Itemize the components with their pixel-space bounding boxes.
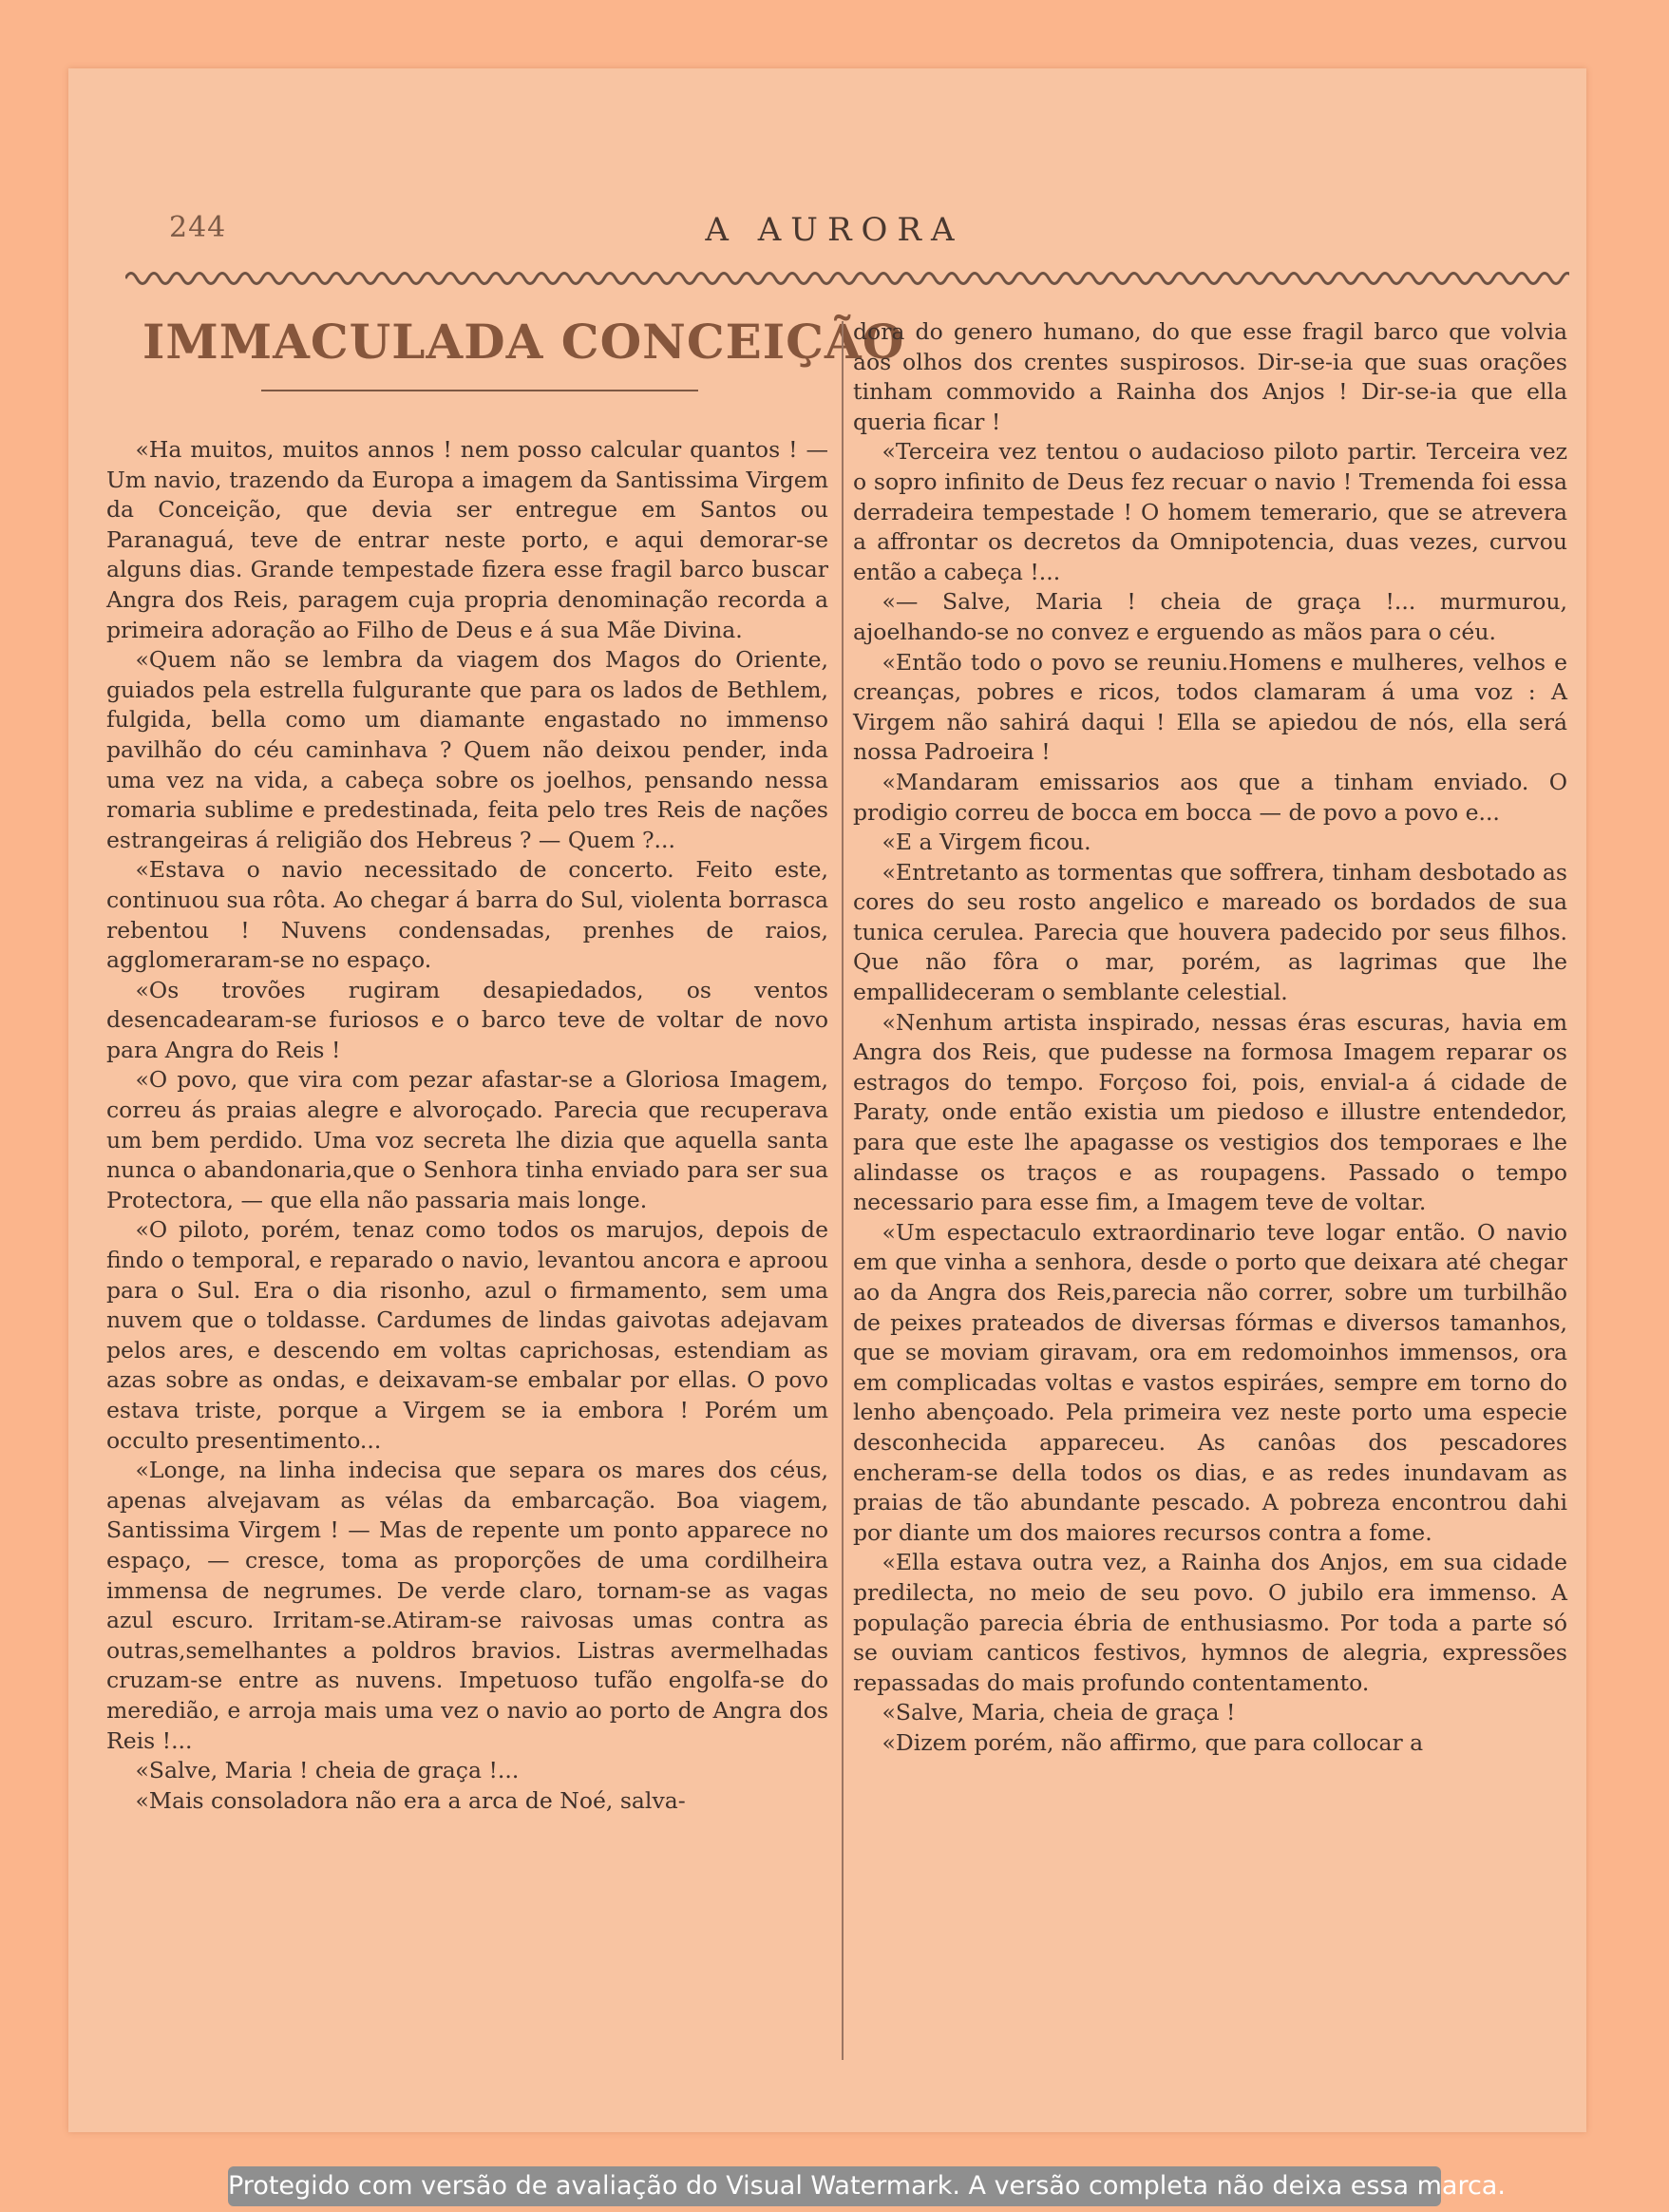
paragraph: «O piloto, porém, tenaz como todos os marujos, depois de findo o temporal, e reparado o navio, levantou ancora e aproou para o Sul. Era o dia risonho, azul o firmamento, sem uma nuvem que o toldasse. Cardumes de lindas gaivotas adejavam pelos ares, e descendo em voltas caprichosas, estendiam as azas sobre as ondas, e deixavam-se embalar por ellas. O povo estava triste, porque a Virgem se ia embora ! Porém um occulto presentimento... xyxy=(106,1216,828,1454)
decorative-wave-border xyxy=(125,264,1569,293)
page-number: 244 xyxy=(169,211,227,244)
paragraph: «Terceira vez tentou o audacioso piloto partir. Terceira vez o sopro infinito de Deus fez recuar o navio ! Tremenda foi essa derradeira tempestade ! O homem temerario, que se atrevera a affrontar os decretos da Omnipotencia, duas vezes, curvou então a cabeça !... xyxy=(853,438,1567,585)
paragraph: «Um espectaculo extraordinario teve logar então. O navio em que vinha a senhora, desde o porto que deixara até chegar ao da Angra dos Reis,parecia não correr, sobre um turbilhão de peixes prateados de diversas fórmas e diversos tamanhos, que se moviam giravam, ora em redomoinhos immensos, ora em complicadas voltas e vastos espiráes, sempre em torno do lenho abençoado. Pela primeira vez neste porto uma especie desconhecida appareceu. As canôas dos pescadores encheram-se della todos os dias, e as redes inundavam as praias de tão abundante pescado. A pobreza encontrou dahi por diante um dos maiores recursos contra a fome. xyxy=(853,1218,1567,1546)
paragraph: «— Salve, Maria ! cheia de graça !... murmurou, ajoelhando-se no convez e erguendo as mãos para o céu. xyxy=(853,588,1567,645)
article-right-column xyxy=(853,317,1567,1759)
paragraph: dora do genero humano, do que esse fragil barco que volvia aos olhos dos crentes suspirosos. Dir-se-ia que suas orações tinham commovido a Rainha dos Anjos ! Dir-se-ia que ella queria ficar ! xyxy=(853,318,1567,435)
paragraph: «O povo, que vira com pezar afastar-se a Gloriosa Imagem, correu ás praias alegre e alvoroçado. Parecia que recuperava um bem perdido. Uma voz secreta lhe dizia que aquella santa nunca o abandonaria,que o Senhora tinha enviado para ser sua Protectora, — que ella não passaria mais longe. xyxy=(106,1066,828,1213)
paragraph: «E a Virgem ficou. xyxy=(882,829,1091,856)
column-divider xyxy=(842,321,844,2060)
paragraph: «Entretanto as tormentas que soffrera, tinham desbotado as cores do seu rosto angelico e mareado os bordados de sua tunica cerulea. Parecia que houvera padecido por seus filhos. Que não fôra o mar, porém, as lagrimas que lhe empallideceram o semblante celestial. xyxy=(853,858,1567,1006)
paragraph: «Estava o navio necessitado de concerto. Feito este, continuou sua rôta. Ao chegar á barra do Sul, violenta borrasca rebentou ! Nuvens condensadas, prenhes de raios, agglomeraram-se no espaço. xyxy=(106,856,828,974)
paragraph: «Longe, na linha indecisa que separa os mares dos céus, apenas alvejavam as vélas da embarcação. Boa viagem, Santissima Virgem ! — Mas de repente um ponto apparece no espaço, — cresce, toma as proporções de uma cordilheira immensa de negrumes. De verde claro, tornam-se as vagas azul escuro. Irritam-se.Atiram-se raivosas umas contra as outras,semelhantes a poldros bravios. Listras avermelhadas cruzam-se entre as nuvens. Impetuoso tufão engolfa-se do meredião, e arroja mais uma vez o navio ao porto de Angra dos Reis !... xyxy=(106,1457,828,1754)
article-left-column xyxy=(106,435,828,1816)
paragraph: «Nenhum artista inspirado, nessas éras escuras, havia em Angra dos Reis, que pudesse na formosa Imagem reparar os estragos do tempo. Forçoso foi, pois, envial-a á cidade de Paraty, onde então existia um piedoso e illustre entendedor, para que este lhe apagasse os vestigios dos temporaes e lhe alindasse os traços e as roupagens. Passado o tempo necessario para esse fim, a Imagem teve de voltar. xyxy=(853,1008,1567,1216)
paragraph: «Mais consoladora não era a arca de Noé, salva- xyxy=(135,1786,686,1814)
watermark-banner: Protegido com versão de avaliação do Visual Watermark. A versão completa não deixa essa marca. xyxy=(228,2166,1441,2206)
paragraph: «Ha muitos, muitos annos ! nem posso calcular quantos ! — Um navio, trazendo da Europa a imagem da Santissima Virgem da Conceição, que devia ser entregue em Santos ou Paranaguá, teve de entrar neste porto, e aqui demorar-se alguns dias. Grande tempestade fizera esse fragil barco buscar Angra dos Reis, paragem cuja propria denominação recorda a primeira adoração ao Filho de Deus e á sua Mãe Divina. xyxy=(106,436,828,643)
paragraph: «Dizem porém, não affirmo, que para collocar a xyxy=(882,1728,1424,1756)
paragraph: «Salve, Maria ! cheia de graça !... xyxy=(135,1757,520,1784)
paragraph: «Então todo o povo se reuniu.Homens e mulheres, velhos e creanças, pobres e ricos, todos clamaram á uma voz : A Virgem não sahirá daqui ! Ella se apiedou de nós, ella será nossa Padroeira ! xyxy=(853,648,1567,766)
paragraph: «Mandaram emissarios aos que a tinham enviado. O prodigio correu de bocca em bocca — de povo a povo e... xyxy=(853,768,1567,826)
title-divider xyxy=(261,390,698,391)
paragraph: «Salve, Maria, cheia de graça ! xyxy=(882,1699,1236,1726)
paragraph: «Quem não se lembra da viagem dos Magos do Oriente, guiados pela estrella fulgurante que para os lados de Bethlem, fulgida, bella como um diamante engastado no immenso pavilhão do céu caminhava ? Quem não deixou pender, inda uma vez na vida, a cabeça sobre os joelhos, pensando nessa romaria sublime e predestinada, feita pelo tres Reis de nações estrangeiras á religião dos Hebreus ? — Quem ?... xyxy=(106,646,828,853)
paragraph: «Os trovões rugiram desapiedados, os ventos desencadearam-se furiosos e o barco teve de voltar de novo para Angra do Reis ! xyxy=(106,976,828,1063)
article-title: IMMACULADA CONCEIÇÃO xyxy=(142,314,905,370)
paragraph: «Ella estava outra vez, a Rainha dos Anjos, em sua cidade predilecta, no meio de seu povo. O jubilo era immenso. A população parecia ébria de enthusiasmo. Por toda a parte só se ouviam canticos festivos, hymnos de alegria, expressões repassadas do mais profundo contentamento. xyxy=(853,1549,1567,1696)
journal-title: A AURORA xyxy=(705,211,964,249)
